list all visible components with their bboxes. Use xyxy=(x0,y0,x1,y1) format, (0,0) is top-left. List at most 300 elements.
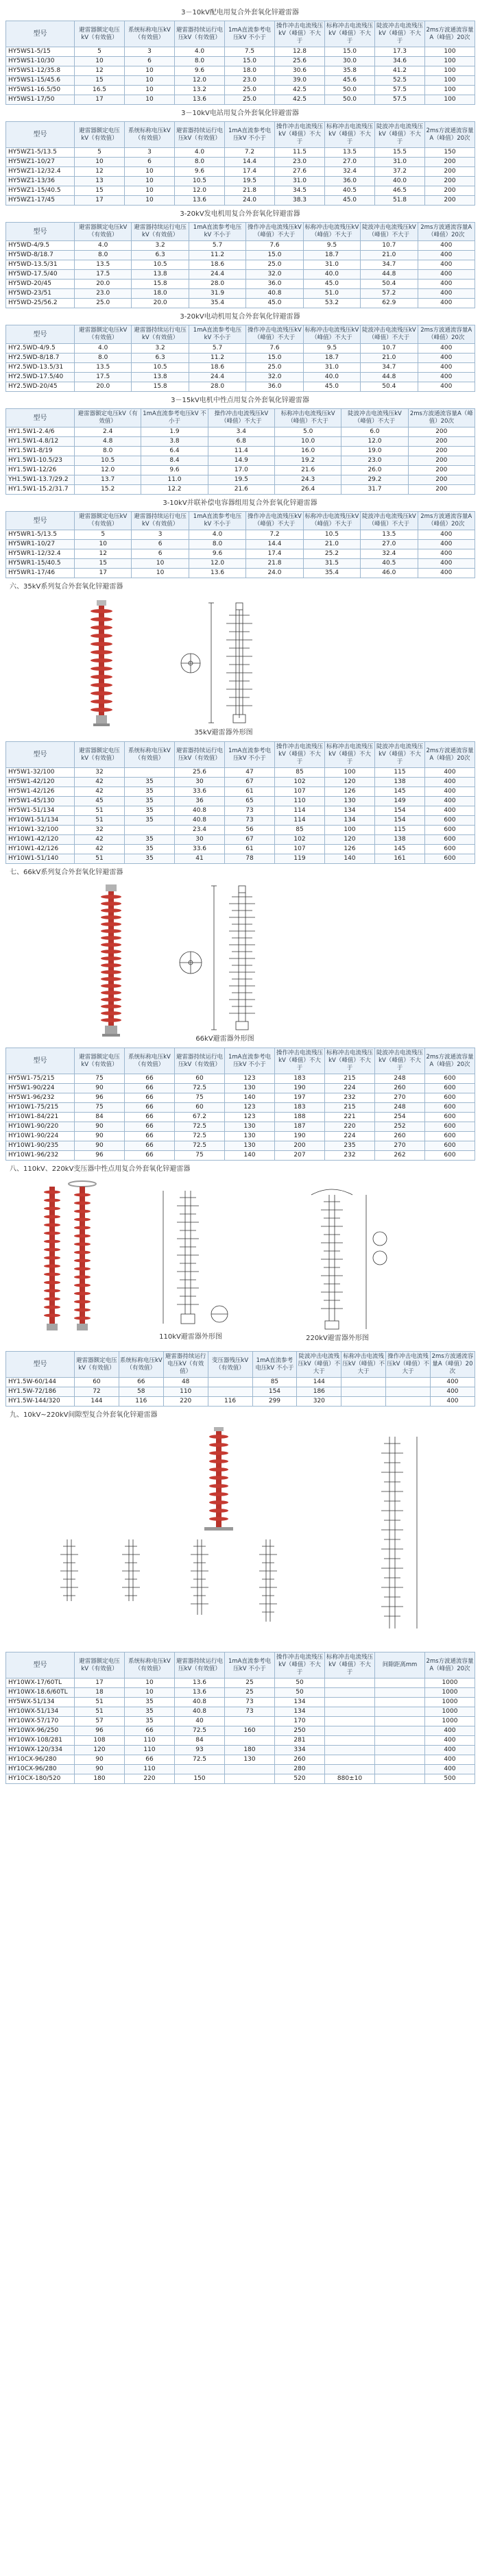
value-cell: 42 xyxy=(75,845,125,854)
table-row xyxy=(6,530,475,540)
value-cell: 36.0 xyxy=(325,177,375,186)
column-header: 型号 xyxy=(6,1352,75,1378)
value-cell: 12.8 xyxy=(275,47,325,57)
value-cell: 21.8 xyxy=(225,186,275,196)
value-cell xyxy=(341,1387,386,1397)
value-cell: 66 xyxy=(125,1093,175,1103)
value-cell xyxy=(325,1679,375,1688)
model-cell: HY10CX-180/520 xyxy=(6,1774,75,1784)
column-header: 避雷器持续运行电压kV（有效值） xyxy=(175,742,225,768)
table-110-220kv xyxy=(5,1351,475,1407)
value-cell: 270 xyxy=(375,1093,425,1103)
value-cell xyxy=(375,1774,425,1784)
value-cell: 23.0 xyxy=(225,76,275,86)
model-cell: HY5WD-23/51 xyxy=(6,289,75,299)
table-row xyxy=(6,854,475,864)
value-cell: 15.2 xyxy=(75,485,141,495)
value-cell: 25 xyxy=(225,1679,275,1688)
value-cell: 9.5 xyxy=(303,344,360,354)
table-row xyxy=(6,845,475,854)
value-cell: 130 xyxy=(225,1755,275,1765)
value-cell: 16.5 xyxy=(75,86,125,95)
table-row xyxy=(6,835,475,845)
table-row xyxy=(6,428,475,437)
model-cell: HY5W1-45/130 xyxy=(6,797,75,806)
value-cell: 100 xyxy=(425,95,475,105)
model-cell: HY2.5WD-17.5/40 xyxy=(6,373,75,382)
value-cell: 25 xyxy=(225,1688,275,1698)
column-header: 陡波冲击电流残压kV（峰值）不大于 xyxy=(297,1352,341,1378)
value-cell: 12.0 xyxy=(175,76,225,86)
value-cell: 18.0 xyxy=(225,66,275,76)
arrester-110kv-photo-2 xyxy=(69,1181,96,1330)
value-cell: 24.4 xyxy=(189,270,245,280)
model-cell: HY5WS1-15/45.6 xyxy=(6,76,75,86)
value-cell: 40.8 xyxy=(246,289,303,299)
value-cell: 154 xyxy=(375,806,425,816)
column-header: 标称冲击电流残压kV（峰值）不大于 xyxy=(303,223,360,241)
value-cell: 19.5 xyxy=(225,177,275,186)
section-title-t4: 3-20kV电动机用复合外套氧化锌避雷器 xyxy=(180,313,300,321)
value-cell: 600 xyxy=(425,1141,475,1151)
section-title-66kv: 七、66kV系列复合外套氧化锌避雷器 xyxy=(10,869,123,876)
value-cell: 10 xyxy=(125,86,175,95)
column-header: 避雷器持续运行电压kV（有效值） xyxy=(132,325,189,344)
value-cell: 35 xyxy=(125,854,175,864)
table-row xyxy=(6,475,475,485)
value-cell: 102 xyxy=(275,778,325,787)
table-row xyxy=(6,1736,475,1746)
value-cell: 51.8 xyxy=(375,196,425,206)
value-cell: 232 xyxy=(325,1151,375,1161)
value-cell: 100 xyxy=(425,86,475,95)
value-cell: 8.0 xyxy=(75,447,141,456)
value-cell: 600 xyxy=(425,845,475,854)
value-cell: 200 xyxy=(425,186,475,196)
table-row xyxy=(6,559,475,569)
column-header: 2ms方波通流容量A（峰值）20次 xyxy=(418,325,475,344)
value-cell: 123 xyxy=(225,1113,275,1122)
value-cell: 215 xyxy=(325,1103,375,1113)
value-cell: 200 xyxy=(275,1141,325,1151)
value-cell: 5.7 xyxy=(189,241,245,251)
value-cell xyxy=(386,1387,431,1397)
column-header: 1mA直流参考电压kV 不小于 xyxy=(141,409,208,428)
value-cell: 42.5 xyxy=(275,86,325,95)
model-cell: HY1.5W-144/320 xyxy=(6,1397,75,1407)
value-cell: 24.0 xyxy=(246,569,303,578)
value-cell: 32 xyxy=(75,768,125,778)
column-header: 标称冲击电流残压kV（峰值）不大于 xyxy=(325,1048,375,1074)
arrester-35kv-drawing xyxy=(181,603,252,723)
model-cell: HY2.5WD-20/45 xyxy=(6,382,75,392)
model-cell: HY5W1-90/224 xyxy=(6,1084,75,1093)
column-header: 标称冲击电流残压kV（峰值）不大于 xyxy=(303,325,360,344)
value-cell: 25.0 xyxy=(246,363,303,373)
column-header: 型号 xyxy=(6,21,75,47)
column-header: 1mA直流参考电压kV 不小于 xyxy=(189,223,245,241)
value-cell: 18.6 xyxy=(189,363,245,373)
table-row xyxy=(6,1122,475,1132)
value-cell: 72.5 xyxy=(175,1755,225,1765)
value-cell: 11.4 xyxy=(208,447,274,456)
value-cell: 50.4 xyxy=(361,280,418,289)
value-cell: 100 xyxy=(325,768,375,778)
model-cell: HY10W1-84/221 xyxy=(6,1113,75,1122)
value-cell: 1000 xyxy=(425,1698,475,1707)
value-cell xyxy=(325,1746,375,1755)
column-header: 1mA直流参考电压kV 不小于 xyxy=(225,1652,275,1679)
value-cell: 35 xyxy=(125,816,175,826)
table-row xyxy=(6,76,475,86)
column-header: 避雷器额定电压kV（有效值） xyxy=(75,742,125,768)
value-cell: 35 xyxy=(125,787,175,797)
value-cell xyxy=(125,768,175,778)
column-header: 避雷器持续运行电压kV（有效值） xyxy=(175,21,225,47)
value-cell: 51.0 xyxy=(303,289,360,299)
value-cell: 600 xyxy=(425,1084,475,1093)
column-header: 陡波冲击电流残压kV（峰值）不大于 xyxy=(361,223,418,241)
column-header: 标称冲击电流残压kV（峰值）不大于 xyxy=(325,742,375,768)
column-header: 避雷器持续运行电压kV（有效值） xyxy=(163,1352,208,1378)
value-cell: 200 xyxy=(408,475,475,485)
value-cell: 17.0 xyxy=(208,466,274,475)
table-row xyxy=(6,1113,475,1122)
value-cell: 200 xyxy=(408,456,475,466)
value-cell: 5.7 xyxy=(189,344,245,354)
value-cell: 9.5 xyxy=(303,241,360,251)
value-cell xyxy=(375,1679,425,1688)
table-row xyxy=(6,1679,475,1688)
arrester-66kv-drawing xyxy=(180,886,255,1030)
value-cell: 42 xyxy=(75,787,125,797)
value-cell: 138 xyxy=(375,835,425,845)
value-cell: 17.3 xyxy=(375,47,425,57)
value-cell xyxy=(375,1746,425,1755)
column-header: 系统标称电压kV（有效值） xyxy=(119,1352,163,1378)
column-header: 2ms方波通流容量A（峰值）20次 xyxy=(431,1352,475,1378)
value-cell: 114 xyxy=(275,806,325,816)
model-cell: HY5WD-8/18.7 xyxy=(6,251,75,260)
value-cell: 16.0 xyxy=(274,447,341,456)
table-row xyxy=(6,549,475,559)
value-cell: 21.8 xyxy=(246,559,303,569)
table-row xyxy=(6,1132,475,1141)
model-cell: HY5WD-20/45 xyxy=(6,280,75,289)
value-cell: 190 xyxy=(275,1132,325,1141)
value-cell xyxy=(375,1688,425,1698)
value-cell: 40 xyxy=(175,1717,225,1726)
value-cell: 35 xyxy=(125,806,175,816)
value-cell: 21.6 xyxy=(208,485,274,495)
value-cell: 12.0 xyxy=(75,466,141,475)
table-row xyxy=(6,826,475,835)
value-cell: 14.4 xyxy=(225,158,275,167)
value-cell: 42.5 xyxy=(275,95,325,105)
value-cell: 6.3 xyxy=(132,251,189,260)
column-header: 系统标称电压kV（有效值） xyxy=(125,122,175,148)
value-cell: 67.2 xyxy=(175,1113,225,1122)
value-cell: 1000 xyxy=(425,1679,475,1688)
column-header: 避雷器额定电压kV（有效值） xyxy=(75,21,125,47)
value-cell: 400 xyxy=(425,1755,475,1765)
value-cell: 66 xyxy=(125,1141,175,1151)
value-cell: 100 xyxy=(425,66,475,76)
table-row xyxy=(6,540,475,549)
value-cell: 520 xyxy=(275,1774,325,1784)
value-cell: 42 xyxy=(75,835,125,845)
value-cell: 5.0 xyxy=(274,428,341,437)
value-cell: 66 xyxy=(125,1103,175,1113)
value-cell: 10 xyxy=(125,1688,175,1698)
value-cell: 84 xyxy=(175,1736,225,1746)
value-cell: 13.5 xyxy=(75,260,132,270)
value-cell: 11.2 xyxy=(189,251,245,260)
value-cell xyxy=(325,1717,375,1726)
table-row xyxy=(6,363,475,373)
table-row xyxy=(6,1397,475,1407)
value-cell xyxy=(341,1378,386,1387)
value-cell: 35.4 xyxy=(189,299,245,308)
value-cell: 7.5 xyxy=(225,47,275,57)
column-header: 系统标称电压kV（有效值） xyxy=(125,742,175,768)
value-cell xyxy=(375,1765,425,1774)
model-cell: HY10W1-90/235 xyxy=(6,1141,75,1151)
value-cell: 400 xyxy=(418,559,475,569)
value-cell: 51 xyxy=(75,1698,125,1707)
model-cell: HY10WX-120/334 xyxy=(6,1746,75,1755)
value-cell: 183 xyxy=(275,1074,325,1084)
table-row xyxy=(6,167,475,177)
table-row xyxy=(6,1717,475,1726)
value-cell xyxy=(375,1755,425,1765)
arrester-66kv-photo xyxy=(101,884,121,1037)
value-cell: 3.2 xyxy=(132,344,189,354)
value-cell: 207 xyxy=(275,1151,325,1161)
value-cell: 8.0 xyxy=(175,158,225,167)
value-cell: 130 xyxy=(225,1122,275,1132)
value-cell: 6.4 xyxy=(141,447,208,456)
table-35kv xyxy=(5,741,475,864)
value-cell: 140 xyxy=(225,1151,275,1161)
model-cell: HY1.5W1-8/19 xyxy=(6,447,75,456)
value-cell: 15.0 xyxy=(225,57,275,66)
value-cell: 31.9 xyxy=(189,289,245,299)
column-header: 系统标称电压kV（有效值） xyxy=(125,1048,175,1074)
value-cell: 17.5 xyxy=(75,270,132,280)
value-cell: 600 xyxy=(425,1103,475,1113)
value-cell: 35 xyxy=(125,797,175,806)
value-cell: 50 xyxy=(275,1679,325,1688)
value-cell: 400 xyxy=(418,530,475,540)
value-cell: 25.2 xyxy=(303,549,360,559)
value-cell: 11.2 xyxy=(189,354,245,363)
column-header: 1mA直流参考电压kV 不小于 xyxy=(225,122,275,148)
column-header: 1mA直流参考电压kV 不小于 xyxy=(189,512,245,530)
value-cell: 50.4 xyxy=(361,382,418,392)
model-cell: HY5WR1-17/46 xyxy=(6,569,75,578)
value-cell: 224 xyxy=(325,1132,375,1141)
value-cell: 40.8 xyxy=(175,1698,225,1707)
column-header: 陡波冲击电流残压kV（峰值）不大于 xyxy=(375,122,425,148)
model-cell: HY5WD-17.5/40 xyxy=(6,270,75,280)
value-cell: 161 xyxy=(375,854,425,864)
value-cell: 12 xyxy=(75,549,132,559)
value-cell: 400 xyxy=(418,280,475,289)
value-cell: 15.8 xyxy=(132,382,189,392)
value-cell: 11.5 xyxy=(275,148,325,158)
value-cell: 1000 xyxy=(425,1717,475,1726)
value-cell: 35 xyxy=(125,1717,175,1726)
value-cell: 400 xyxy=(418,299,475,308)
value-cell: 40.0 xyxy=(375,177,425,186)
table-row xyxy=(6,270,475,280)
value-cell: 102 xyxy=(275,835,325,845)
value-cell: 400 xyxy=(431,1397,475,1407)
value-cell: 400 xyxy=(418,540,475,549)
value-cell: 75 xyxy=(75,1103,125,1113)
column-header: 系统标称电压kV（有效值） xyxy=(125,21,175,47)
arrester-35kv-photo xyxy=(91,600,112,726)
value-cell: 600 xyxy=(425,1093,475,1103)
value-cell: 25.0 xyxy=(246,260,303,270)
value-cell: 13.6 xyxy=(175,1688,225,1698)
value-cell: 400 xyxy=(418,569,475,578)
value-cell: 66 xyxy=(125,1122,175,1132)
model-cell: HY10W1-32/100 xyxy=(6,826,75,835)
value-cell: 90 xyxy=(75,1122,125,1132)
value-cell: 600 xyxy=(425,835,475,845)
value-cell: 400 xyxy=(425,1736,475,1746)
column-header: 操作冲击电流残压kV（峰值）不大于 xyxy=(275,742,325,768)
value-cell: 110 xyxy=(125,1746,175,1755)
value-cell: 200 xyxy=(408,437,475,447)
table-row xyxy=(6,289,475,299)
column-header: 操作冲击电流残压kV（峰值）不大于 xyxy=(246,512,303,530)
table-row xyxy=(6,1707,475,1717)
value-cell: 34.7 xyxy=(361,363,418,373)
value-cell: 72.5 xyxy=(175,1726,225,1736)
value-cell: 200 xyxy=(425,177,475,186)
column-header: 2ms方波通流容量A（峰值）20次 xyxy=(408,409,475,428)
value-cell xyxy=(341,1397,386,1407)
value-cell: 36 xyxy=(175,797,225,806)
value-cell: 10 xyxy=(132,559,189,569)
value-cell: 154 xyxy=(252,1387,297,1397)
value-cell xyxy=(225,1765,275,1774)
value-cell: 3.8 xyxy=(141,437,208,447)
value-cell: 41 xyxy=(175,854,225,864)
value-cell: 72.5 xyxy=(175,1132,225,1141)
value-cell: 270 xyxy=(375,1141,425,1151)
column-header: 陡波冲击电流残压kV（峰值）不大于 xyxy=(361,325,418,344)
value-cell: 3.4 xyxy=(208,428,274,437)
model-cell: HY1.5W-60/144 xyxy=(6,1378,75,1387)
model-cell: HY5WD-13.5/31 xyxy=(6,260,75,270)
column-header: 操作冲击电流残压kV（峰值）不大于 xyxy=(275,21,325,47)
model-cell: HY10W1-51/140 xyxy=(6,854,75,864)
value-cell: 144 xyxy=(297,1378,341,1387)
model-cell: HY10WX-51/134 xyxy=(6,1707,75,1717)
column-header: 2ms方波通流容量A（峰值）20次 xyxy=(425,21,475,47)
value-cell: 200 xyxy=(408,466,475,475)
value-cell: 60 xyxy=(75,1378,119,1387)
value-cell: 160 xyxy=(225,1726,275,1736)
value-cell: 10.0 xyxy=(274,437,341,447)
value-cell: 138 xyxy=(375,778,425,787)
value-cell: 145 xyxy=(375,787,425,797)
column-header: 标称冲击电流残压kV（峰值）不大于 xyxy=(325,1652,375,1679)
value-cell: 57.5 xyxy=(375,95,425,105)
value-cell: 200 xyxy=(425,196,475,206)
value-cell: 187 xyxy=(275,1122,325,1132)
column-header: 型号 xyxy=(6,1652,75,1679)
value-cell: 600 xyxy=(425,854,475,864)
column-header: 避雷器额定电压kV（有效值） xyxy=(75,512,132,530)
value-cell: 262 xyxy=(375,1151,425,1161)
value-cell xyxy=(325,1755,375,1765)
value-cell: 57.2 xyxy=(361,289,418,299)
value-cell: 134 xyxy=(275,1707,325,1717)
model-cell: HY10WX-96/250 xyxy=(6,1726,75,1736)
value-cell: 33.6 xyxy=(175,845,225,854)
value-cell: 18 xyxy=(75,1688,125,1698)
value-cell: 12.2 xyxy=(141,485,208,495)
model-cell: HY5WS1-17/50 xyxy=(6,95,75,105)
value-cell: 400 xyxy=(418,354,475,363)
value-cell: 4.0 xyxy=(175,47,225,57)
value-cell: 400 xyxy=(418,241,475,251)
arrester-220kv-drawing xyxy=(311,1189,387,1329)
value-cell: 11.0 xyxy=(141,475,208,485)
value-cell: 40.0 xyxy=(303,373,360,382)
value-cell xyxy=(225,1717,275,1726)
value-cell: 73 xyxy=(225,1698,275,1707)
value-cell: 41.2 xyxy=(375,66,425,76)
value-cell: 10 xyxy=(125,196,175,206)
column-header: 型号 xyxy=(6,122,75,148)
section-title-35kv: 六、35kV系列复合外套氧化锌避雷器 xyxy=(10,583,123,591)
value-cell: 400 xyxy=(425,1726,475,1736)
value-cell: 25.0 xyxy=(225,86,275,95)
value-cell: 46.5 xyxy=(375,186,425,196)
value-cell: 25.0 xyxy=(225,95,275,105)
value-cell xyxy=(325,1736,375,1746)
value-cell: 85 xyxy=(275,826,325,835)
value-cell: 400 xyxy=(418,260,475,270)
column-header: 2ms方波通流容量A（峰值）20次 xyxy=(425,122,475,148)
model-cell: HY5WX-51/134 xyxy=(6,1698,75,1707)
value-cell: 96 xyxy=(75,1151,125,1161)
column-header: 操作冲击电流残压kV（峰值）不大于 xyxy=(208,409,274,428)
table-row xyxy=(6,344,475,354)
value-cell: 31.5 xyxy=(303,559,360,569)
value-cell: 180 xyxy=(225,1746,275,1755)
value-cell: 35.4 xyxy=(303,569,360,578)
value-cell: 100 xyxy=(425,57,475,66)
column-header: 操作冲击电流残压kV（峰值）不大于 xyxy=(386,1352,431,1378)
table-motor xyxy=(5,325,475,392)
value-cell: 50.0 xyxy=(325,95,375,105)
value-cell: 21.0 xyxy=(361,251,418,260)
table-row xyxy=(6,437,475,447)
value-cell: 23.0 xyxy=(75,289,132,299)
value-cell: 90 xyxy=(75,1141,125,1151)
value-cell: 29.2 xyxy=(341,475,408,485)
model-cell: HY5W1-96/232 xyxy=(6,1093,75,1103)
value-cell xyxy=(225,1736,275,1746)
value-cell: 100 xyxy=(325,826,375,835)
